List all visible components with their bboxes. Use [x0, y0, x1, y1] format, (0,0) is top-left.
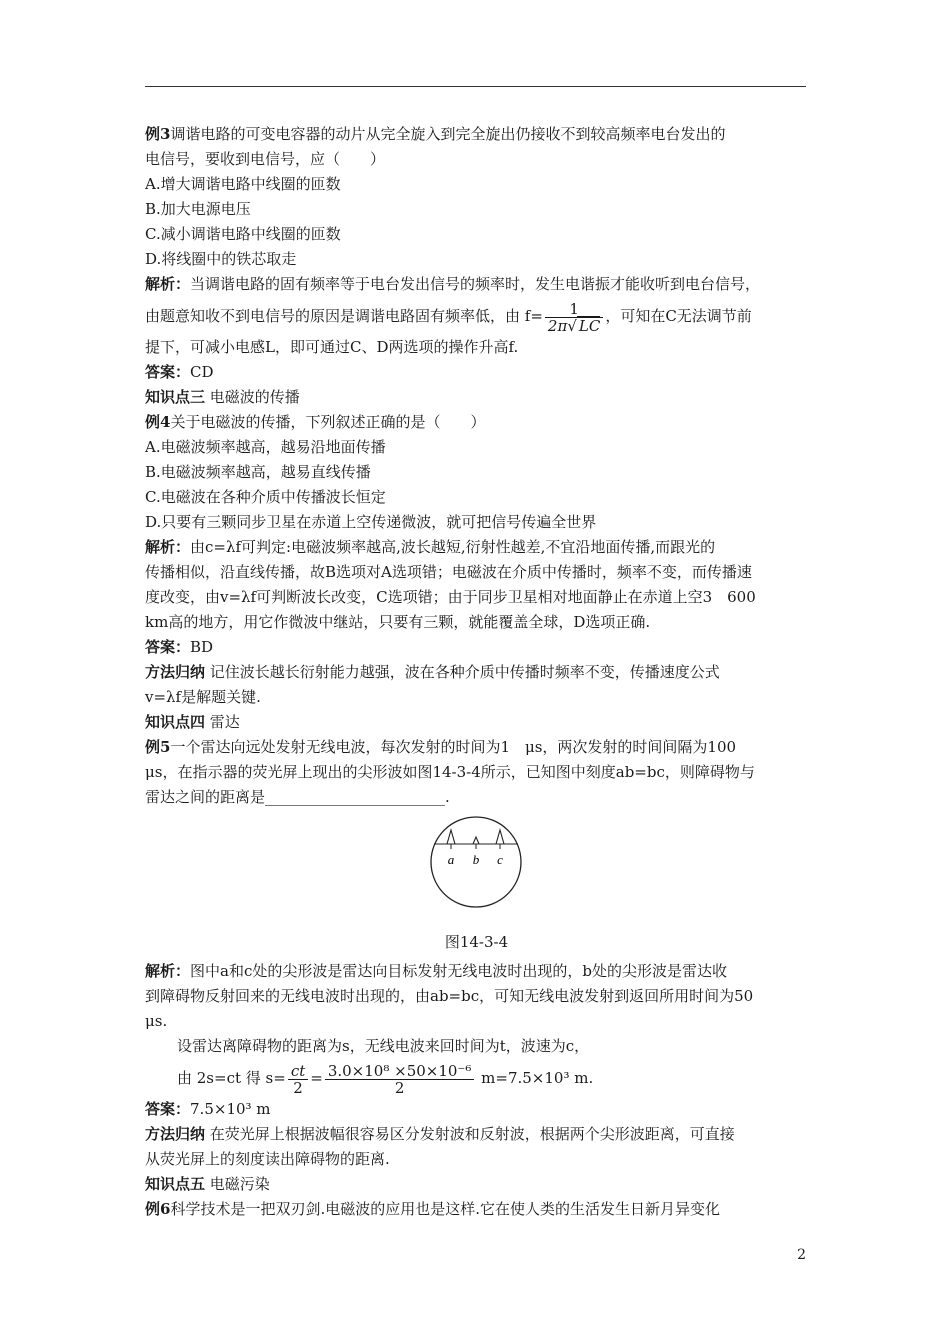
ex4-option-d: D.只要有三颗同步卫星在赤道上空传递微波，就可把信号传遍全世界 [145, 513, 597, 531]
ex6-question-line1: 例6科学技术是一把双刃剑.电磁波的应用也是这样.它在使人类的生活发生日新月异变化 [145, 1200, 720, 1218]
resonance-frequency-formula: $\frac{1}{2\pi√ LC}$ [545, 301, 603, 334]
pulse-a [447, 830, 455, 844]
ex5-method-line2: 从荧光屏上的刻度读出障碍物的距离. [145, 1150, 390, 1168]
ex4-option-b: B.电磁波频率越高，越易直线传播 [145, 463, 371, 481]
ex3-question-line2: 电信号，要收到电信号，应（ ） [145, 150, 386, 168]
pulse-b [473, 837, 479, 844]
label-a: a [447, 852, 455, 867]
pulse-c [496, 830, 504, 844]
knowledge-point-4: 知识点四 雷达 [145, 713, 240, 731]
label-b: b [472, 852, 480, 867]
ex5-calculation: 由 2s=ct 得 s= $\frac{ct}{2}$ = $\frac{\text{3.0×10⁸ ×50×10⁻⁶}}{2}$ m=7.5×10³ m. [177, 1061, 594, 1097]
analysis-label: 解析： [145, 275, 191, 293]
label-c: c [497, 852, 503, 867]
ex3-label: 例3 [145, 125, 171, 143]
ex4-option-c: C.电磁波在各种介质中传播波长恒定 [145, 488, 386, 506]
ex5-analysis-line3: μs. [145, 1012, 168, 1030]
ex4-answer: 答案：BD [145, 638, 214, 656]
ex5-analysis-line2: 到障碍物反射回来的无线电波时出现的，由ab=bc，可知无线电波发射到返回所用时间为50 [145, 987, 754, 1005]
ex5-question-line3: 雷达之间的距离是________________________. [145, 788, 450, 806]
ex3-option-b: B.加大电源电压 [145, 200, 251, 218]
document-body [145, 122, 808, 1222]
knowledge-point-5: 知识点五 电磁污染 [145, 1175, 270, 1193]
radar-screen-diagram [145, 810, 808, 922]
ex3-question-line1: 例3调谐电路的可变电容器的动片从完全旋入到完全旋出仍接收不到较高频率电台发出的 [145, 125, 726, 143]
distance-fraction: $\frac{ct}{2}$ [288, 1063, 308, 1096]
numeric-fraction: $\frac{\text{3.0×10⁸ ×50×10⁻⁶}}{2}$ [325, 1063, 475, 1096]
ex3-option-c: C.减小调谐电路中线圈的匝数 [145, 225, 341, 243]
ex5-question-line1: 例5一个雷达向远处发射无线电波，每次发射的时间为1 μs，两次发射的时间间隔为100 [145, 738, 737, 756]
ex5-analysis-line4: 设雷达离障碍物的距离为s，无线电波来回时间为t，波速为c， [177, 1037, 590, 1055]
ex5-question-line2: μs，在指示器的荧光屏上现出的尖形波如图14-3-4所示，已知图中刻度ab=bc，则障碍物与 [145, 763, 755, 781]
ex4-analysis-line4: km高的地方，用它作微波中继站，只要有三颗，就能覆盖全球，D选项正确. [145, 613, 651, 631]
ex5-answer: 答案：7.5×10³ m [145, 1100, 271, 1118]
ex3-option-d: D.将线圈中的铁芯取走 [145, 250, 297, 268]
ex4-method-line2: v=λf是解题关键. [145, 688, 261, 706]
ex4-option-a: A.电磁波频率越高，越易沿地面传播 [145, 438, 386, 456]
ex3-analysis-line3: 提下，可减小电感L，即可通过C、D两选项的操作升高f. [145, 338, 519, 356]
ex4-question: 例4关于电磁波的传播，下列叙述正确的是（ ） [145, 413, 486, 431]
ex4-method-line1: 方法归纳 记住波长越长衍射能力越强，波在各种介质中传播时频率不变，传播速度公式 [145, 663, 720, 681]
ex4-analysis-line2: 传播相似，沿直线传播，故B选项对A选项错；电磁波在介质中传播时，频率不变，而传播速 [145, 563, 752, 581]
knowledge-point-3: 知识点三 电磁波的传播 [145, 388, 300, 406]
radar-screen-figure [145, 810, 808, 922]
figure-caption: 图14-3-4 [444, 933, 509, 951]
header-rule [145, 86, 806, 87]
ex5-method-line1: 方法归纳 在荧光屏上根据波幅很容易区分发射波和反射波，根据两个尖形波距离，可直接 [145, 1125, 735, 1143]
ex3-analysis-line2: 由题意知收不到电信号的原因是调谐电路固有频率低，由 f= $\frac{1}{2\pi√ LC}$ ，可知在C无法调节前 [145, 299, 752, 335]
ex4-analysis-line1: 解析：由c=λf可判定:电磁波频率越高,波长越短,衍射性越差,不宜沿地面传播,而跟光的 [145, 538, 716, 556]
ex3-option-a: A.增大调谐电路中线圈的匝数 [145, 175, 341, 193]
ex4-analysis-line3: 度改变，由v=λf可判断波长改变，C选项错；由于同步卫星相对地面静止在赤道上空3 600 [145, 588, 756, 606]
page-number: 2 [797, 1247, 806, 1263]
ex3-analysis-line1: 解析：当调谐电路的固有频率等于电台发出信号的频率时，发生电谐振才能收听到电台信号， [145, 275, 761, 293]
ex5-analysis-line1: 解析：图中a和c处的尖形波是雷达向目标发射无线电波时出现的，b处的尖形波是雷达收 [145, 962, 727, 980]
ex3-answer: 答案：CD [145, 363, 214, 381]
